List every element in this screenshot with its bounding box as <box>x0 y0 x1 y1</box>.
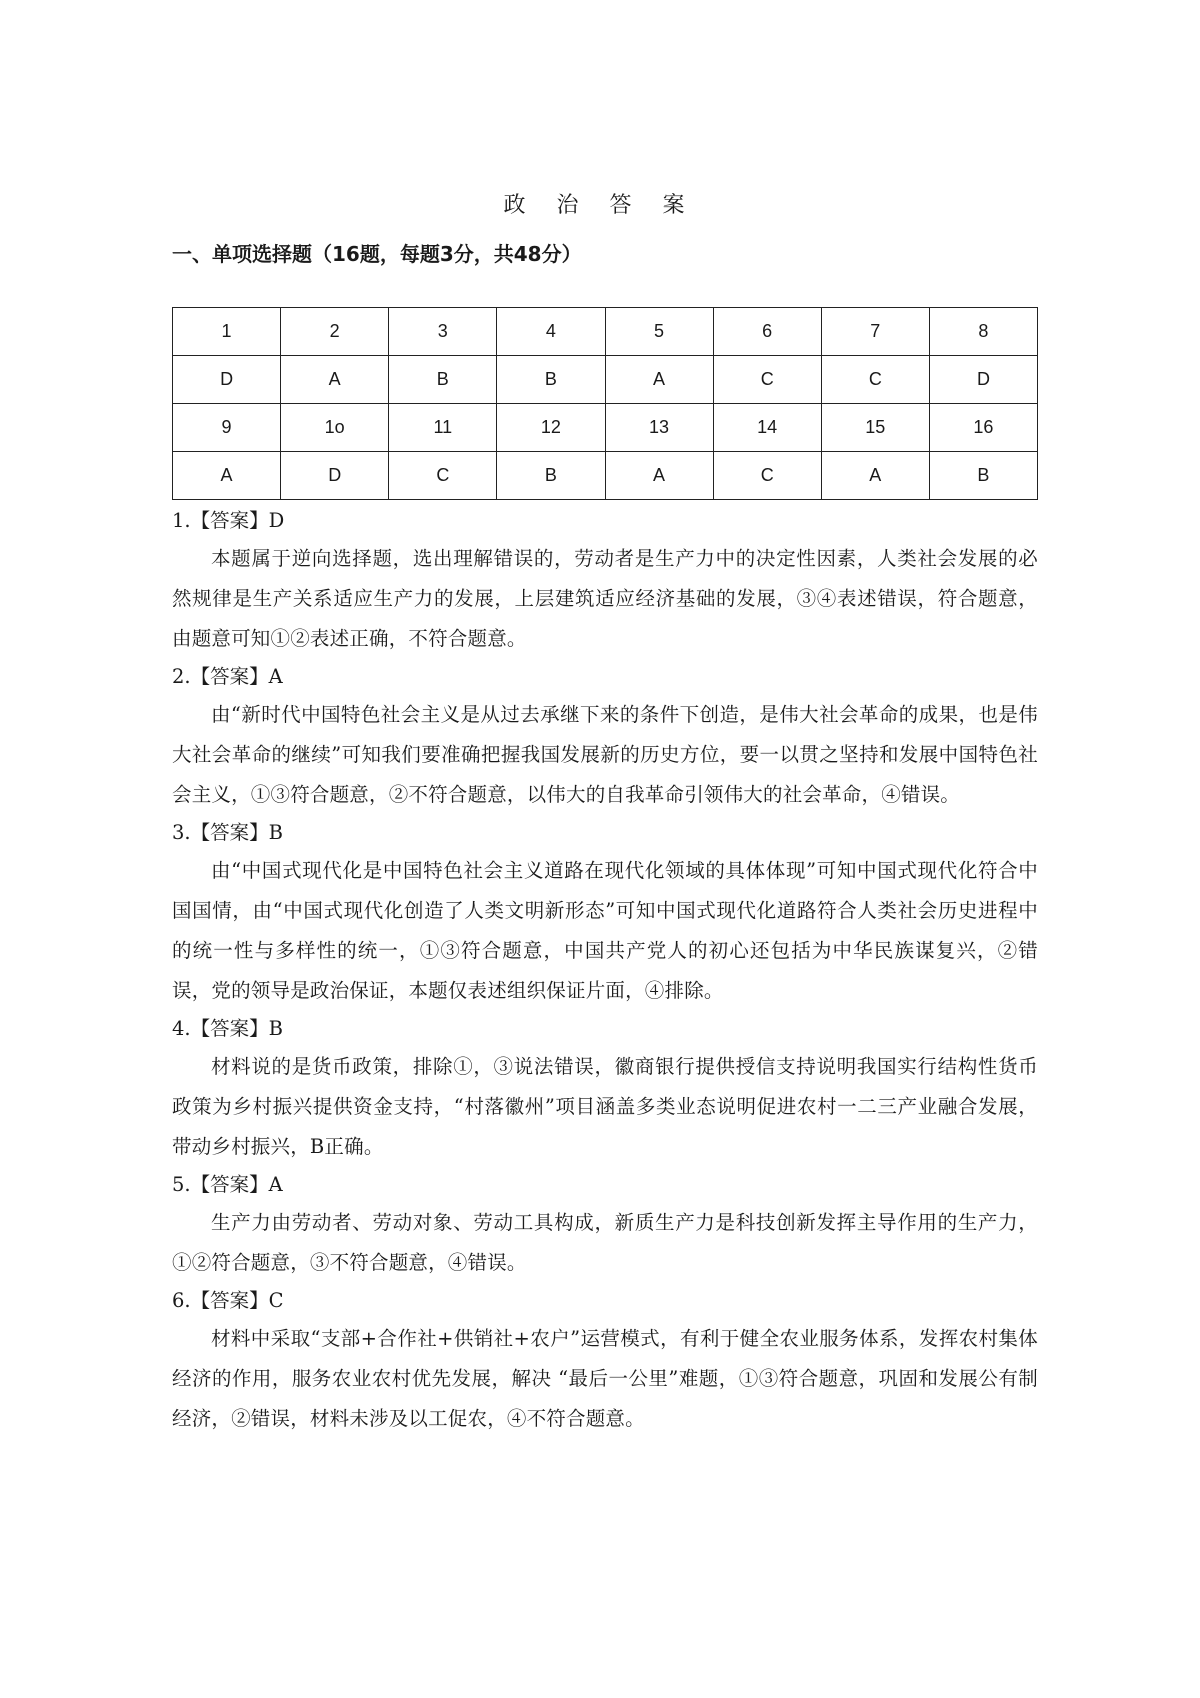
table-cell: 6 <box>713 308 821 356</box>
table-cell: C <box>821 356 929 404</box>
table-cell: A <box>281 356 389 404</box>
answer-heading: 3.【答案】B <box>172 821 283 844</box>
table-cell: 2 <box>281 308 389 356</box>
table-cell: A <box>605 356 713 404</box>
table-cell: C <box>713 356 821 404</box>
table-cell: B <box>497 452 605 500</box>
answer-table <box>172 307 1038 500</box>
table-cell: B <box>929 452 1037 500</box>
answer-explanation: 由“新时代中国特色社会主义是从过去承继下来的条件下创造，是伟大社会革命的成果，也是伟大社会革命的继续”可知我们要准确把握我国发展新的历史方位，要一以贯之坚持和发展中国特色社会主义，①③符合题意，②不符合题意，以伟大的自我革命引领伟大的社会革命，④错误。 <box>172 703 1038 806</box>
table-cell: 12 <box>497 404 605 452</box>
table-row <box>173 452 1038 500</box>
answer-heading: 6.【答案】C <box>172 1289 284 1312</box>
table-cell: 14 <box>713 404 821 452</box>
table-row <box>173 404 1038 452</box>
table-cell: 1o <box>281 404 389 452</box>
table-cell: D <box>929 356 1037 404</box>
table-cell: 5 <box>605 308 713 356</box>
answer-explanation: 由“中国式现代化是中国特色社会主义道路在现代化领域的具体体现”可知中国式现代化符合中国国情，由“中国式现代化创造了人类文明新形态”可知中国式现代化道路符合人类社会历史进程中的统一性与多样性的统一，①③符合题意，中国共产党人的初心还包括为中华民族谋复兴，②错误，党的领导是政治保证，本题仅表述组织保证片面，④排除。 <box>172 859 1038 1002</box>
table-row <box>173 308 1038 356</box>
table-cell: D <box>173 356 281 404</box>
table-cell: 16 <box>929 404 1037 452</box>
table-cell: 13 <box>605 404 713 452</box>
table-cell: C <box>713 452 821 500</box>
table-cell: 3 <box>389 308 497 356</box>
table-cell: 9 <box>173 404 281 452</box>
page-title: 政 治 答 案 <box>503 193 697 218</box>
table-cell: A <box>821 452 929 500</box>
table-cell: B <box>389 356 497 404</box>
table-cell: A <box>605 452 713 500</box>
table-cell: 1 <box>173 308 281 356</box>
answer-explanation: 材料说的是货币政策，排除①，③说法错误，徽商银行提供授信支持说明我国实行结构性货币政策为乡村振兴提供资金支持，“村落徽州”项目涵盖多类业态说明促进农村一二三产业融合发展，带动乡村振兴，B正确。 <box>172 1055 1038 1158</box>
answer-explanation: 生产力由劳动者、劳动对象、劳动工具构成，新质生产力是科技创新发挥主导作用的生产力，①②符合题意，③不符合题意，④错误。 <box>172 1211 1038 1274</box>
table-cell: A <box>173 452 281 500</box>
table-row <box>173 356 1038 404</box>
table-cell: 7 <box>821 308 929 356</box>
table-cell: B <box>497 356 605 404</box>
table-cell: 15 <box>821 404 929 452</box>
answer-heading: 5.【答案】A <box>172 1173 283 1196</box>
answer-heading: 4.【答案】B <box>172 1017 283 1040</box>
answer-heading: 1.【答案】D <box>172 509 285 532</box>
answer-explanation: 材料中采取“支部+合作社+供销社+农户”运营模式，有利于健全农业服务体系，发挥农村集体经济的作用，服务农业农村优先发展，解决 “最后一公里”难题，①③符合题意，巩固和发展公有制经济，②错误，材料未涉及以工促农，④不符合题意。 <box>172 1327 1038 1430</box>
table-cell: 11 <box>389 404 497 452</box>
table-cell: D <box>281 452 389 500</box>
answer-explanation: 本题属于逆向选择题，选出理解错误的，劳动者是生产力中的决定性因素，人类社会发展的必然规律是生产关系适应生产力的发展，上层建筑适应经济基础的发展，③④表述错误，符合题意，由题意可知①②表述正确，不符合题意。 <box>172 547 1038 650</box>
answer-heading: 2.【答案】A <box>172 665 283 688</box>
table-cell: 8 <box>929 308 1037 356</box>
explanations <box>172 503 1038 1439</box>
section-heading: 一、单项选择题（16题，每题3分，共48分） <box>172 242 582 266</box>
table-cell: C <box>389 452 497 500</box>
table-cell: 4 <box>497 308 605 356</box>
